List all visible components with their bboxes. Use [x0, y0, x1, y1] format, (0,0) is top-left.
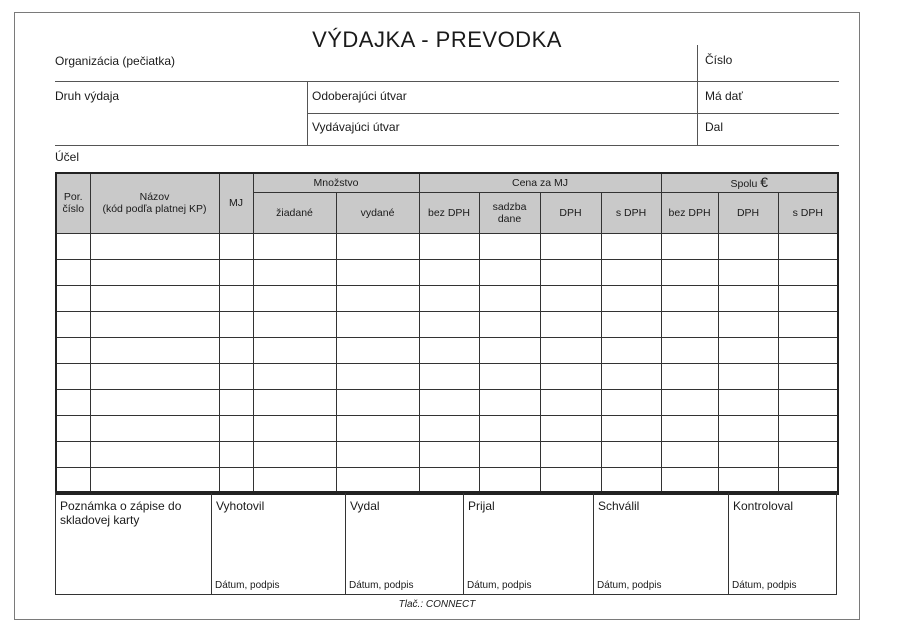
table-cell — [601, 337, 661, 363]
table-cell — [540, 233, 601, 259]
table-cell — [90, 285, 219, 311]
table-cell — [718, 389, 778, 415]
table-cell — [778, 363, 838, 389]
table-cell — [56, 467, 90, 494]
signature-cell-vyhotovil — [211, 493, 346, 594]
header-line-1 — [55, 81, 839, 82]
col-sadzba-label: sadzba — [492, 200, 527, 213]
table-cell — [419, 415, 479, 441]
group-spolu — [661, 173, 838, 192]
table-cell — [601, 285, 661, 311]
table-cell — [219, 467, 253, 494]
table-cell — [778, 389, 838, 415]
table-cell — [90, 389, 219, 415]
col-por-label: Por. — [63, 191, 83, 204]
table-cell — [419, 337, 479, 363]
table-cell — [253, 389, 336, 415]
table-cell — [479, 415, 540, 441]
table-cell — [778, 233, 838, 259]
signature-cell-schvalil — [593, 493, 729, 594]
table-cell — [219, 389, 253, 415]
table-cell — [219, 233, 253, 259]
table-cell — [601, 441, 661, 467]
table-cell — [90, 337, 219, 363]
table-cell — [718, 337, 778, 363]
table-cell — [90, 259, 219, 285]
header-line-3 — [55, 145, 839, 146]
table-cell — [479, 285, 540, 311]
table-row — [56, 285, 838, 311]
col-spolu-dph: DPH — [718, 192, 778, 233]
header-divider-right — [697, 45, 698, 145]
col-dane-label: dane — [497, 212, 522, 225]
table-row — [56, 441, 838, 467]
debit-label: Má dať — [705, 89, 743, 103]
signature-cell-prijal — [463, 493, 594, 594]
table-cell — [661, 233, 718, 259]
table-cell — [661, 259, 718, 285]
table-cell — [253, 441, 336, 467]
col-spolu-bez-dph: bez DPH — [661, 192, 718, 233]
table-cell — [479, 363, 540, 389]
table-cell — [419, 441, 479, 467]
table-cell — [90, 467, 219, 494]
table-cell — [479, 441, 540, 467]
signature-label: Schválil — [598, 499, 640, 513]
table-cell — [253, 311, 336, 337]
table-cell — [253, 415, 336, 441]
col-nazov-sub-label: (kód podľa platnej KP) — [102, 203, 207, 216]
group-cena: Cena za MJ — [419, 173, 661, 192]
table-cell — [479, 337, 540, 363]
note-label: Poznámka o zápise do skladovej karty — [60, 499, 182, 527]
table-cell — [419, 311, 479, 337]
table-cell — [336, 467, 419, 494]
group-spolu-label: Spolu — [730, 177, 758, 190]
table-row — [56, 389, 838, 415]
table-cell — [336, 285, 419, 311]
table-cell — [56, 337, 90, 363]
printer-note: Tlač.: CONNECT — [398, 599, 476, 610]
date-sign-label: Dátum, podpis — [215, 580, 280, 591]
table-cell — [253, 337, 336, 363]
table-cell — [479, 467, 540, 494]
items-table-body — [56, 233, 838, 494]
col-nazov-label: Názov — [139, 191, 170, 204]
table-cell — [336, 311, 419, 337]
items-table — [55, 172, 839, 495]
col-nazov — [90, 173, 219, 233]
table-cell — [778, 415, 838, 441]
table-cell — [419, 389, 479, 415]
table-cell — [253, 363, 336, 389]
table-cell — [419, 467, 479, 494]
table-cell — [540, 311, 601, 337]
table-cell — [219, 363, 253, 389]
table-cell — [219, 337, 253, 363]
table-cell — [56, 259, 90, 285]
table-cell — [90, 363, 219, 389]
table-cell — [479, 389, 540, 415]
currency-symbol: € — [760, 173, 769, 190]
signature-label: Kontroloval — [733, 499, 794, 513]
table-cell — [336, 233, 419, 259]
table-cell — [540, 285, 601, 311]
table-cell — [56, 311, 90, 337]
table-cell — [336, 259, 419, 285]
date-sign-label: Dátum, podpis — [349, 580, 414, 591]
col-cislo-label: číslo — [62, 203, 85, 216]
table-cell — [56, 363, 90, 389]
table-cell — [601, 363, 661, 389]
table-cell — [778, 467, 838, 494]
table-cell — [253, 285, 336, 311]
signature-block — [55, 491, 837, 595]
table-cell — [718, 441, 778, 467]
table-cell — [540, 415, 601, 441]
table-cell — [718, 233, 778, 259]
col-por — [56, 173, 90, 233]
receiving-unit-label: Odoberajúci útvar — [312, 89, 407, 103]
credit-label: Dal — [705, 120, 724, 134]
table-cell — [718, 467, 778, 494]
date-sign-label: Dátum, podpis — [597, 580, 662, 591]
table-cell — [419, 233, 479, 259]
table-cell — [661, 467, 718, 494]
date-sign-label: Dátum, podpis — [467, 580, 532, 591]
table-cell — [56, 285, 90, 311]
table-cell — [253, 467, 336, 494]
table-cell — [661, 311, 718, 337]
table-cell — [778, 285, 838, 311]
organization-label: Organizácia (pečiatka) — [55, 54, 176, 68]
table-cell — [540, 467, 601, 494]
table-cell — [479, 311, 540, 337]
table-row — [56, 233, 838, 259]
table-cell — [419, 363, 479, 389]
table-cell — [90, 233, 219, 259]
col-spolu-s-dph: s DPH — [778, 192, 838, 233]
table-cell — [778, 337, 838, 363]
signature-cell-kontroloval — [728, 493, 836, 594]
table-cell — [219, 285, 253, 311]
table-cell — [778, 259, 838, 285]
issue-type-label: Druh výdaja — [55, 89, 120, 103]
table-cell — [661, 363, 718, 389]
table-cell — [601, 311, 661, 337]
table-cell — [219, 415, 253, 441]
table-cell — [56, 441, 90, 467]
table-row — [56, 259, 838, 285]
table-cell — [253, 233, 336, 259]
table-cell — [540, 363, 601, 389]
table-cell — [56, 233, 90, 259]
table-cell — [540, 259, 601, 285]
issuing-unit-label: Vydávajúci útvar — [312, 120, 400, 134]
header-line-2 — [307, 113, 839, 114]
table-cell — [718, 285, 778, 311]
purpose-label: Účel — [55, 150, 80, 164]
signature-cell-vydal — [345, 493, 464, 594]
table-cell — [540, 389, 601, 415]
table-cell — [479, 233, 540, 259]
table-cell — [419, 259, 479, 285]
table-cell — [540, 441, 601, 467]
table-row — [56, 363, 838, 389]
signature-label: Prijal — [468, 499, 495, 513]
col-mj: MJ — [219, 173, 253, 233]
table-cell — [601, 259, 661, 285]
table-cell — [90, 441, 219, 467]
col-sadzba-dane — [479, 192, 540, 233]
table-cell — [219, 311, 253, 337]
table-cell — [540, 337, 601, 363]
table-cell — [718, 259, 778, 285]
table-cell — [661, 389, 718, 415]
date-sign-label: Dátum, podpis — [732, 580, 797, 591]
table-cell — [661, 285, 718, 311]
table-cell — [778, 311, 838, 337]
table-cell — [661, 337, 718, 363]
table-cell — [601, 233, 661, 259]
col-s-dph: s DPH — [601, 192, 661, 233]
table-cell — [253, 259, 336, 285]
table-cell — [336, 389, 419, 415]
table-cell — [90, 311, 219, 337]
table-cell — [778, 441, 838, 467]
table-row — [56, 467, 838, 494]
signature-label: Vydal — [350, 499, 380, 513]
group-mnozstvo: Množstvo — [253, 173, 419, 192]
table-cell — [336, 337, 419, 363]
col-dph: DPH — [540, 192, 601, 233]
col-bez-dph: bez DPH — [419, 192, 479, 233]
table-cell — [601, 389, 661, 415]
table-cell — [336, 441, 419, 467]
table-cell — [718, 363, 778, 389]
table-cell — [479, 259, 540, 285]
issue-voucher-form — [14, 12, 860, 620]
table-cell — [90, 415, 219, 441]
table-cell — [661, 415, 718, 441]
col-ziadane: žiadané — [253, 192, 336, 233]
table-cell — [336, 415, 419, 441]
table-cell — [661, 441, 718, 467]
table-cell — [56, 415, 90, 441]
table-cell — [419, 285, 479, 311]
table-cell — [601, 415, 661, 441]
table-cell — [336, 363, 419, 389]
table-row — [56, 337, 838, 363]
number-label: Číslo — [705, 53, 733, 67]
table-row — [56, 311, 838, 337]
table-cell — [56, 389, 90, 415]
table-cell — [718, 415, 778, 441]
form-title: VÝDAJKA - PREVODKA — [312, 27, 562, 52]
col-vydane: vydané — [336, 192, 419, 233]
table-cell — [219, 259, 253, 285]
table-cell — [601, 467, 661, 494]
signature-label: Vyhotovil — [216, 499, 265, 513]
table-cell — [718, 311, 778, 337]
table-row — [56, 415, 838, 441]
table-cell — [219, 441, 253, 467]
